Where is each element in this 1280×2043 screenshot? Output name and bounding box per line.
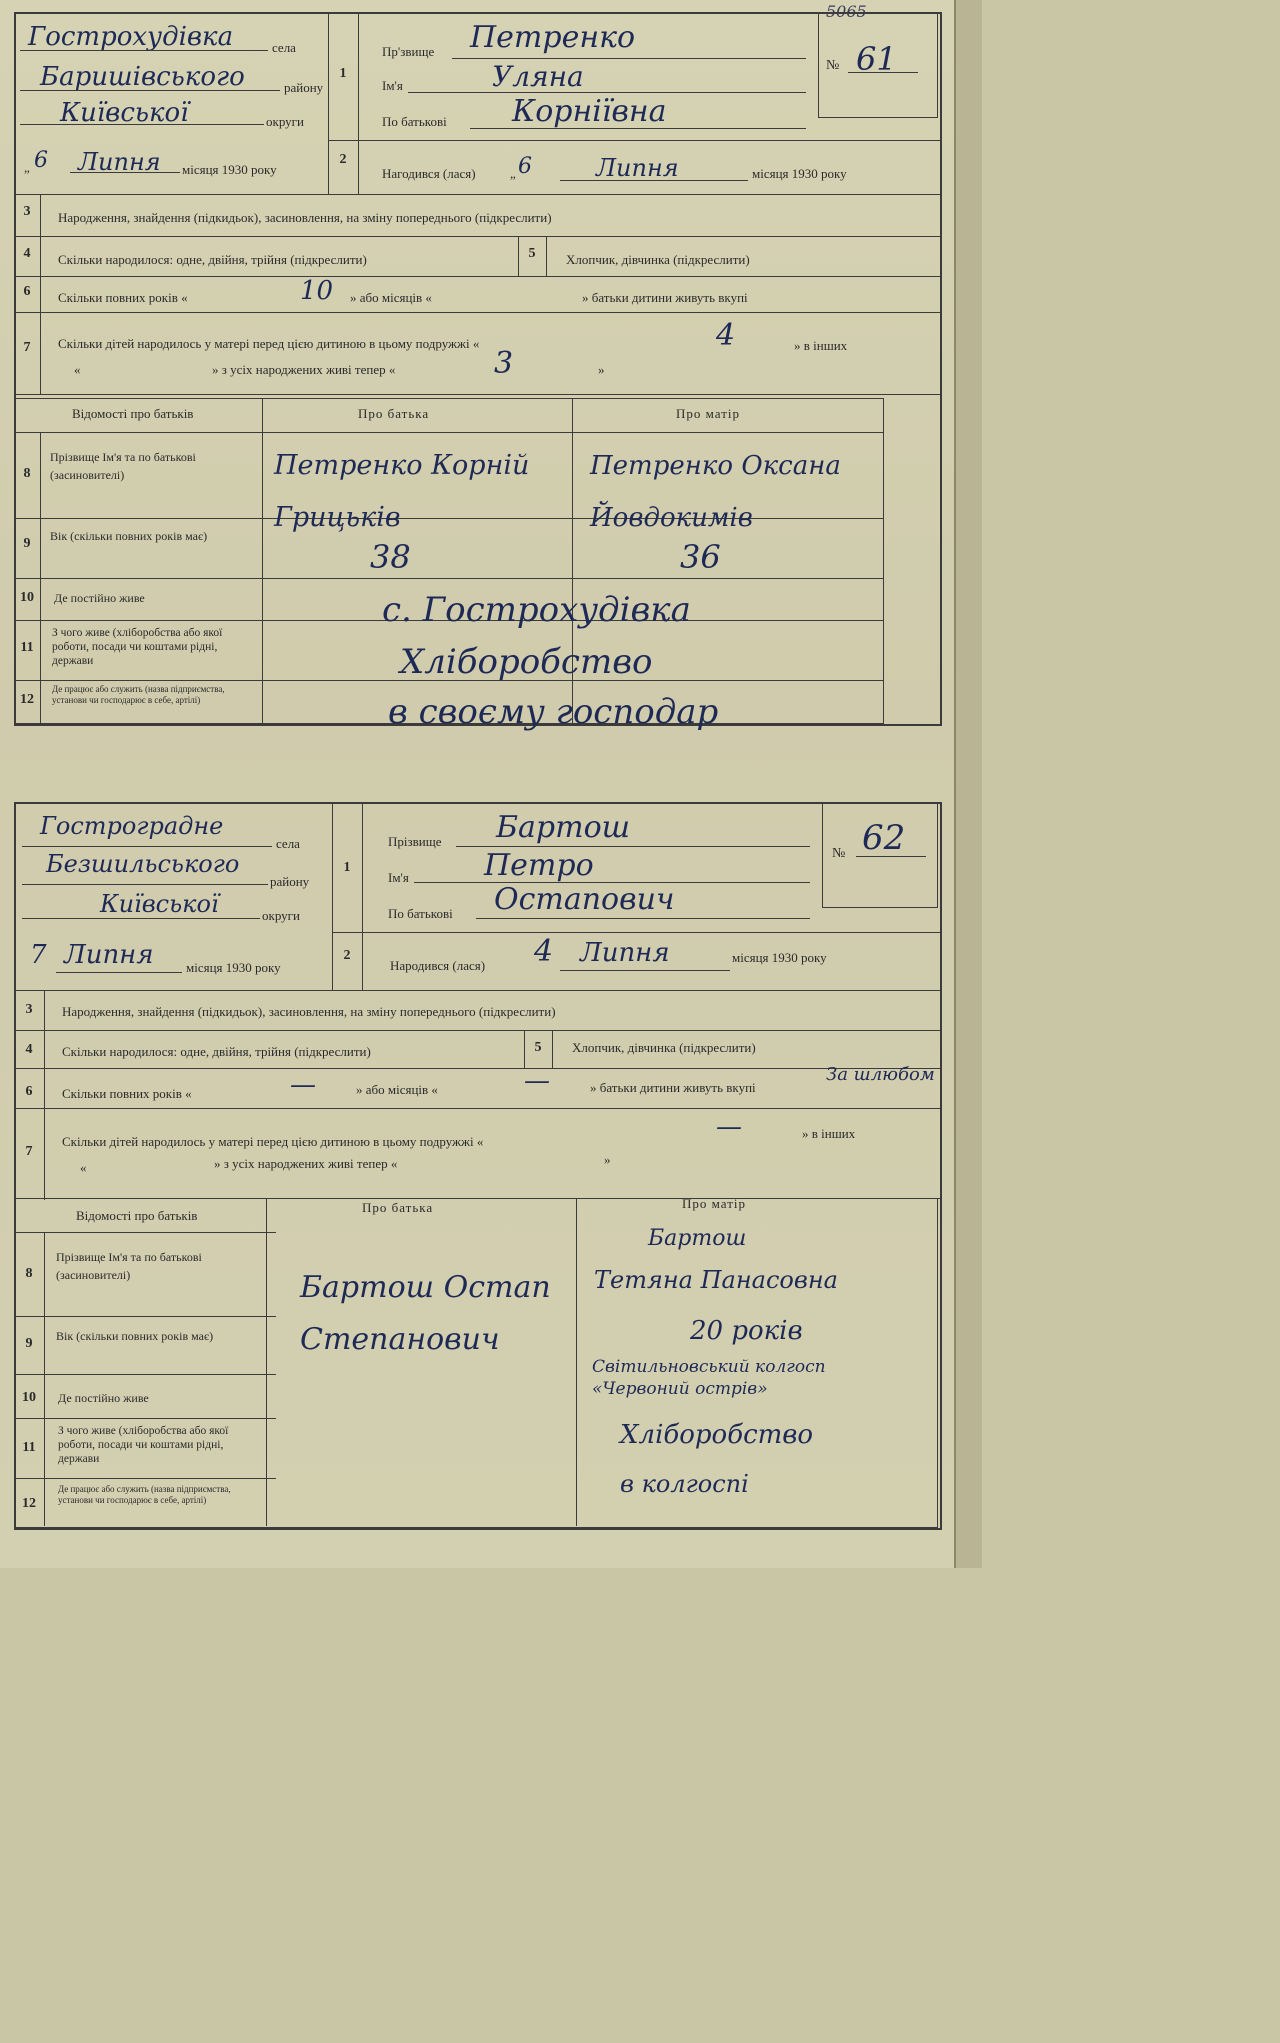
workplace: в колгоспі	[620, 1470, 749, 1498]
okruha-handwritten: Київської	[100, 890, 219, 918]
father-name: Петренко Корній Грицьків	[274, 450, 530, 533]
mother-age: 20 років	[690, 1316, 803, 1346]
archive-number: 5065	[826, 2, 867, 21]
child-patronymic: Остапович	[494, 882, 675, 917]
father-name: Бартош Остап Степанович	[300, 1270, 551, 1357]
residence: Світильновський колгосп «Червоний острів»	[592, 1357, 826, 1399]
town-handwritten: Гостроградне	[40, 812, 224, 840]
occupation: Хліборобство	[400, 642, 653, 682]
workplace: в своєму господар	[388, 692, 719, 732]
child-name: Петро	[484, 848, 594, 883]
mother-surname: Бартош	[648, 1226, 747, 1251]
child-surname: Бартош	[496, 810, 631, 845]
child-patronymic: Корніївна	[512, 94, 667, 129]
mother-age: 36	[680, 538, 721, 576]
town-handwritten: Гострохудівка	[28, 22, 234, 52]
child-name: Уляна	[492, 60, 584, 93]
residence: с. Гострохудівка	[382, 590, 691, 630]
rayon-handwritten: Безшильського	[46, 850, 240, 878]
record-number: 61	[856, 40, 897, 78]
okruha-handwritten: Київської	[60, 98, 189, 128]
page-binding-edge	[954, 0, 982, 1568]
record-number: 62	[862, 818, 906, 858]
father-age: 38	[370, 538, 411, 576]
occupation: Хліборобство	[620, 1420, 814, 1450]
mother-name: Петренко Оксана Йовдокимів	[590, 451, 841, 533]
mother-name: Тетяна Панасовна	[594, 1266, 838, 1294]
child-surname: Петренко	[470, 20, 636, 55]
rayon-handwritten: Баришівського	[40, 62, 245, 92]
